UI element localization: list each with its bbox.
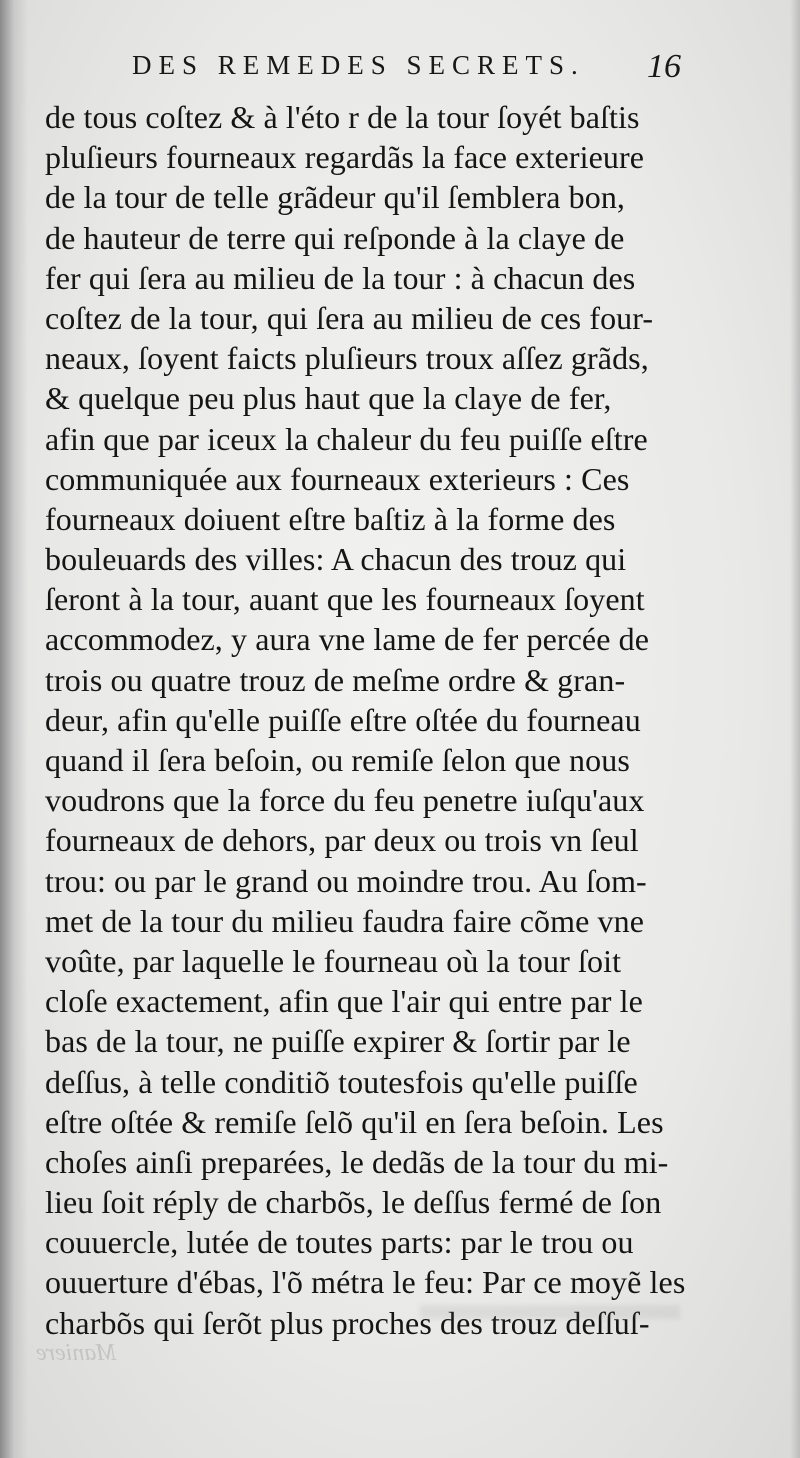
text-line: bas de la tour, ne puiſſe expirer & ſortir par le — [45, 1023, 631, 1060]
text-line: deſſus, à telle conditiõ toutesfois qu'elle puiſſe — [45, 1063, 638, 1100]
text-line: choſes ainſi preparées, le dedãs de la tour du mi- — [45, 1143, 669, 1180]
text-line: deur, afin qu'elle puiſſe eſtre oſtée du fourneau — [45, 701, 641, 738]
text-line: couuercle, lutée de toutes parts: par le trou ou — [45, 1224, 634, 1261]
text-line: cloſe exactement, afin que l'air qui entre par le — [45, 983, 643, 1020]
text-line: ouuerture d'ébas, l'õ métra le feu: Par ce moyẽ les — [45, 1264, 686, 1301]
text-line: met de la tour du milieu faudra faire cõme vne — [45, 902, 645, 939]
text-line: pluſieurs fourneaux regardãs la face exterieure — [45, 139, 645, 176]
text-line: & quelque peu plus haut que la claye de fer, — [45, 380, 612, 417]
text-line: trou: ou par le grand ou moindre trou. Au ſom- — [45, 862, 647, 899]
text-line: de hauteur de terre qui reſponde à la claye de — [45, 219, 625, 256]
text-line: bouleuards des villes: A chacun des trouz qui — [45, 541, 627, 578]
text-line: charbõs qui ſerõt plus proches des trouz deſſuſ- — [45, 1304, 650, 1341]
text-line: coſtez de la tour, qui ſera au milieu de ces four- — [45, 299, 654, 336]
text-line: afin que par iceux la chaleur du feu puiſſe eſtre — [45, 420, 648, 457]
text-line: voudrons que la force du feu penetre iuſqu'aux — [45, 782, 645, 819]
text-line: fourneaux de dehors, par deux ou trois vn ſeul — [45, 822, 639, 859]
show-through-bleed — [420, 1305, 680, 1319]
page-number: 16 — [647, 48, 681, 85]
body-text — [45, 97, 685, 1343]
text-line: ſeront à la tour, auant que les fourneaux ſoyent — [45, 581, 645, 618]
text-line: de la tour de telle grãdeur qu'il ſemblera bon, — [45, 179, 626, 216]
text-line: accommodez, y aura vne lame de fer percée de — [45, 621, 650, 658]
show-through-text: Maniere — [36, 1340, 117, 1366]
text-line: de tous coſtez & à l'éto r de la tour ſoyét baſtis — [45, 99, 640, 135]
text-line: voûte, par laquelle le fourneau où la tour ſoit — [45, 942, 622, 979]
text-line: neaux, ſoyent faicts pluſieurs troux aſſez grãds, — [45, 340, 649, 377]
page-header — [132, 50, 692, 90]
text-line: fer qui ſera au milieu de la tour : à chacun des — [45, 259, 636, 296]
text-line: lieu ſoit réply de charbõs, le deſſus fermé de ſon — [45, 1184, 662, 1221]
gutter-shadow — [0, 0, 28, 1458]
text-line: communiquée aux fourneaux exterieurs : Ces — [45, 460, 630, 497]
text-line: eſtre oſtée & remiſe ſelõ qu'il en ſera beſoin. Les — [45, 1103, 664, 1140]
text-line: fourneaux doiuent eſtre baſtiz à la forme des — [45, 500, 616, 537]
page-edge — [790, 0, 800, 1458]
running-head: DES REMEDES SECRETS. — [132, 50, 585, 80]
text-line: trois ou quatre trouz de meſme ordre & gran- — [45, 661, 626, 698]
text-line: quand il ſera beſoin, ou remiſe ſelon que nous — [45, 742, 630, 778]
